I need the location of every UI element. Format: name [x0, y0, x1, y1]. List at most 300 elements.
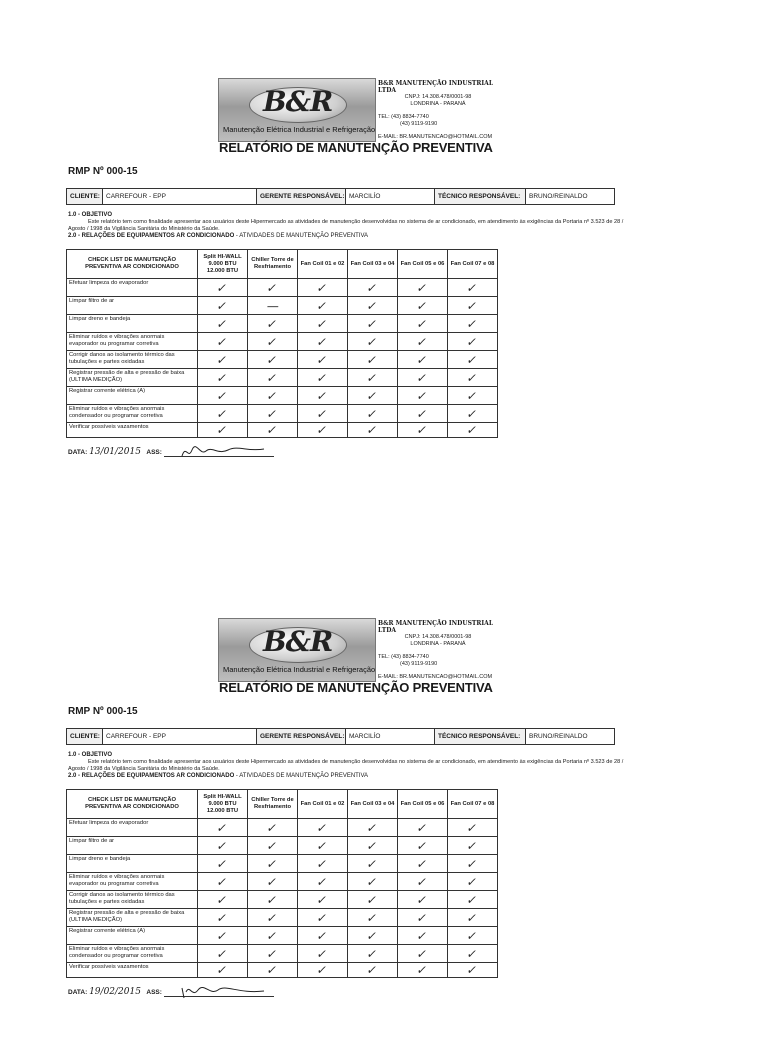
date-value: 19/02/2015	[89, 987, 141, 997]
company-tel-1: TEL: (43) 8834-7740	[378, 114, 429, 120]
check-cell	[448, 873, 498, 891]
company-tel-2: (43) 9119-9190	[400, 661, 438, 667]
table-header-row	[67, 790, 498, 819]
handwritten-signature	[178, 442, 268, 462]
table-row	[67, 945, 498, 963]
check-cell	[398, 315, 448, 333]
check-cell	[198, 333, 248, 351]
check-mark-icon: ✓	[465, 874, 480, 889]
check-mark-icon: ✓	[315, 406, 330, 421]
check-mark-icon: ✓	[365, 316, 380, 331]
check-mark-icon: ✓	[415, 298, 430, 313]
check-mark-icon: ✓	[465, 280, 480, 295]
column-header: Fan Coil 03 e 04	[348, 790, 398, 819]
table-row	[67, 927, 498, 945]
check-mark-icon: ✓	[265, 928, 280, 943]
check-cell	[348, 837, 398, 855]
check-cell	[248, 315, 298, 333]
check-mark-icon: ✓	[415, 820, 430, 835]
check-cell	[448, 855, 498, 873]
check-mark-icon: ✓	[215, 334, 230, 349]
check-cell	[198, 963, 248, 978]
table-row	[67, 351, 498, 369]
column-header: Fan Coil 01 e 02	[298, 250, 348, 279]
check-cell	[448, 963, 498, 978]
check-mark-icon: ✓	[315, 316, 330, 331]
check-mark-icon: ✓	[215, 910, 230, 925]
table-row	[67, 405, 498, 423]
check-mark-icon: ✓	[265, 352, 280, 367]
check-cell	[198, 369, 248, 387]
task-label: Limpar dreno e bandeja	[67, 855, 198, 873]
check-cell	[448, 405, 498, 423]
check-cell	[298, 333, 348, 351]
objective-section	[68, 212, 624, 240]
check-cell	[198, 873, 248, 891]
check-mark-icon: ✓	[265, 963, 280, 977]
company-cnpj: CNPJ: 14.308.478/0001-98	[404, 94, 472, 100]
check-mark-icon: ✓	[415, 838, 430, 853]
report-page-1	[0, 0, 768, 512]
check-mark-icon: ✓	[365, 910, 380, 925]
signature-label: ASS:	[146, 989, 162, 996]
check-cell	[348, 855, 398, 873]
checklist-body	[67, 819, 498, 978]
company-name: B&R MANUTENÇÃO INDUSTRIAL LTDA	[378, 620, 494, 634]
check-cell	[448, 369, 498, 387]
check-mark-icon: ✓	[315, 298, 330, 313]
check-mark-icon: ✓	[215, 370, 230, 385]
check-cell	[398, 279, 448, 297]
check-mark-icon: ✓	[415, 856, 430, 871]
check-mark-icon: ✓	[415, 316, 430, 331]
check-cell	[298, 279, 348, 297]
task-label: Efetuar limpeza do evaporador	[67, 279, 198, 297]
check-mark-icon: ✓	[465, 423, 480, 437]
check-cell	[198, 279, 248, 297]
check-mark-icon: ✓	[315, 856, 330, 871]
check-mark-icon: ✓	[365, 298, 380, 313]
check-cell	[248, 855, 298, 873]
check-cell	[448, 315, 498, 333]
objective-heading: 1.0 - OBJETIVO	[68, 212, 113, 218]
check-mark-icon: ✓	[215, 352, 230, 367]
check-cell	[248, 819, 298, 837]
check-mark-icon: —	[265, 298, 280, 313]
table-row	[67, 963, 498, 978]
check-mark-icon: ✓	[465, 388, 480, 403]
check-mark-icon: ✓	[465, 892, 480, 907]
check-cell	[348, 873, 398, 891]
client-info-row	[66, 188, 615, 205]
check-cell	[298, 405, 348, 423]
client-label: CLIENTE:	[67, 189, 103, 204]
check-mark-icon: ✓	[465, 838, 480, 853]
check-cell	[398, 819, 448, 837]
check-mark-icon: ✓	[265, 820, 280, 835]
company-logo	[218, 618, 376, 682]
check-cell	[398, 963, 448, 978]
check-cell	[248, 297, 298, 315]
check-cell	[248, 405, 298, 423]
logo-text: B&R	[263, 625, 333, 658]
column-header: Chiller Torre de Resfriamento	[248, 790, 298, 819]
logo-text: B&R	[263, 85, 333, 118]
table-row	[67, 369, 498, 387]
checklist-body	[67, 279, 498, 438]
objective-heading: 1.0 - OBJETIVO	[68, 752, 113, 758]
check-cell	[448, 279, 498, 297]
task-label: Eliminar ruídos e vibrações anormais evaporador ou programar corretiva	[67, 333, 198, 351]
check-cell	[348, 351, 398, 369]
letterhead	[218, 78, 494, 140]
task-label: Verificar possíveis vazamentos	[67, 963, 198, 978]
check-mark-icon: ✓	[465, 963, 480, 977]
check-cell	[348, 909, 398, 927]
check-mark-icon: ✓	[365, 406, 380, 421]
section-2-heading: 2.0 - RELAÇÕES DE EQUIPAMENTOS AR CONDICIONADO - ATIVIDADES DE MANUTENÇÃO PREVENTIVA	[68, 233, 369, 239]
check-mark-icon: ✓	[415, 280, 430, 295]
check-cell	[348, 297, 398, 315]
check-mark-icon: ✓	[315, 910, 330, 925]
tech-value: BRUNO/REINALDO	[529, 193, 588, 200]
check-cell	[248, 873, 298, 891]
check-cell	[348, 945, 398, 963]
check-mark-icon: ✓	[265, 388, 280, 403]
check-cell	[248, 909, 298, 927]
column-header: Fan Coil 01 e 02	[298, 790, 348, 819]
column-header: Fan Coil 07 e 08	[448, 250, 498, 279]
check-cell	[298, 369, 348, 387]
column-header: Fan Coil 07 e 08	[448, 790, 498, 819]
check-cell	[198, 315, 248, 333]
check-cell	[398, 351, 448, 369]
check-cell	[448, 891, 498, 909]
table-row	[67, 855, 498, 873]
task-label: Eliminar ruídos e vibrações anormais evaporador ou programar corretiva	[67, 873, 198, 891]
check-mark-icon: ✓	[315, 352, 330, 367]
check-mark-icon: ✓	[215, 406, 230, 421]
check-cell	[348, 963, 398, 978]
company-city: LONDRINA - PARANÁ	[410, 101, 466, 107]
manager-label: GERENTE RESPONSÁVEL:	[257, 189, 346, 204]
check-mark-icon: ✓	[265, 874, 280, 889]
check-mark-icon: ✓	[315, 388, 330, 403]
task-label: Limpar filtro de ar	[67, 297, 198, 315]
letterhead	[218, 618, 494, 680]
check-cell	[248, 351, 298, 369]
column-header: Split HI-WALL 9.000 BTU 12.000 BTU	[198, 790, 248, 819]
client-value: CARREFOUR - EPP	[103, 729, 257, 744]
check-mark-icon: ✓	[265, 406, 280, 421]
column-header: Fan Coil 03 e 04	[348, 250, 398, 279]
task-label: Registrar corrente elétrica (A)	[67, 927, 198, 945]
check-mark-icon: ✓	[315, 838, 330, 853]
check-cell	[398, 945, 448, 963]
report-page-2	[0, 540, 768, 1052]
check-cell	[448, 819, 498, 837]
check-cell	[348, 819, 398, 837]
check-mark-icon: ✓	[415, 874, 430, 889]
check-cell	[448, 945, 498, 963]
company-cnpj: CNPJ: 14.308.478/0001-98	[404, 634, 472, 640]
objective-text: Este relatório tem como finalidade apresentar aos usuários deste Hipermercado as atividades de manutenção desenvolvidas no sistema de ar condicionado, em atendimento às exigências da Portaria nº 3.523 de 28 / Agosto / 1998 da Vigilância Sanitária do Ministério da Saúde.	[68, 759, 624, 772]
check-mark-icon: ✓	[365, 838, 380, 853]
check-cell	[248, 837, 298, 855]
check-cell	[248, 387, 298, 405]
check-mark-icon: ✓	[415, 352, 430, 367]
check-cell	[248, 963, 298, 978]
check-cell	[398, 333, 448, 351]
check-mark-icon: ✓	[315, 820, 330, 835]
check-mark-icon: ✓	[465, 910, 480, 925]
objective-text: Este relatório tem como finalidade apresentar aos usuários deste Hipermercado as atividades de manutenção desenvolvidas no sistema de ar condicionado, em atendimento às exigências da Portaria nº 3.523 de 28 / Agosto / 1998 da Vigilância Sanitária do Ministério da Saúde.	[68, 219, 624, 232]
check-cell	[248, 423, 298, 438]
company-info	[378, 620, 508, 681]
check-mark-icon: ✓	[415, 406, 430, 421]
check-mark-icon: ✓	[315, 370, 330, 385]
task-label: Corrigir danos ao isolamento térmico das tubulações e partes oxidadas	[67, 351, 198, 369]
check-mark-icon: ✓	[365, 874, 380, 889]
check-cell	[348, 405, 398, 423]
check-mark-icon: ✓	[365, 856, 380, 871]
check-mark-icon: ✓	[365, 928, 380, 943]
manager-value: MARCILÍO	[346, 729, 435, 744]
client-value: CARREFOUR - EPP	[103, 189, 257, 204]
check-cell	[198, 387, 248, 405]
table-row	[67, 315, 498, 333]
task-label: Eliminar ruídos e vibrações anormais condensador ou programar corretiva	[67, 945, 198, 963]
check-mark-icon: ✓	[215, 280, 230, 295]
check-cell	[448, 909, 498, 927]
check-cell	[398, 423, 448, 438]
check-cell	[198, 405, 248, 423]
check-mark-icon: ✓	[215, 423, 230, 437]
check-cell	[348, 423, 398, 438]
column-header: Fan Coil 05 e 06	[398, 790, 448, 819]
table-row	[67, 297, 498, 315]
column-header: Split HI-WALL 9.000 BTU 12.000 BTU	[198, 250, 248, 279]
check-mark-icon: ✓	[315, 423, 330, 437]
check-mark-icon: ✓	[365, 370, 380, 385]
section-2-heading: 2.0 - RELAÇÕES DE EQUIPAMENTOS AR CONDICIONADO - ATIVIDADES DE MANUTENÇÃO PREVENTIVA	[68, 773, 369, 779]
check-cell	[448, 297, 498, 315]
check-mark-icon: ✓	[415, 388, 430, 403]
table-row	[67, 279, 498, 297]
check-mark-icon: ✓	[265, 856, 280, 871]
check-cell	[298, 909, 348, 927]
check-mark-icon: ✓	[365, 388, 380, 403]
check-mark-icon: ✓	[415, 892, 430, 907]
check-cell	[398, 891, 448, 909]
report-number: RMP Nº 000-15	[68, 706, 138, 717]
check-mark-icon: ✓	[315, 928, 330, 943]
check-cell	[298, 297, 348, 315]
check-mark-icon: ✓	[265, 370, 280, 385]
check-mark-icon: ✓	[465, 406, 480, 421]
table-row	[67, 909, 498, 927]
check-mark-icon: ✓	[415, 928, 430, 943]
logo-tagline: Manutenção Elétrica Industrial e Refrigeração	[223, 125, 376, 134]
check-mark-icon: ✓	[465, 856, 480, 871]
check-mark-icon: ✓	[365, 820, 380, 835]
table-row	[67, 819, 498, 837]
check-mark-icon: ✓	[215, 963, 230, 977]
table-row	[67, 333, 498, 351]
column-header: Fan Coil 05 e 06	[398, 250, 448, 279]
check-mark-icon: ✓	[365, 334, 380, 349]
check-cell	[398, 369, 448, 387]
check-cell	[398, 927, 448, 945]
task-label: Registrar pressão de alta e pressão de baixa (ULTIMA MEDIÇÃO)	[67, 369, 198, 387]
check-cell	[298, 945, 348, 963]
check-cell	[198, 837, 248, 855]
check-cell	[398, 405, 448, 423]
date-label: DATA:	[68, 449, 88, 456]
manager-label: GERENTE RESPONSÁVEL:	[257, 729, 346, 744]
check-cell	[348, 369, 398, 387]
check-cell	[398, 387, 448, 405]
check-mark-icon: ✓	[265, 910, 280, 925]
report-number: RMP Nº 000-15	[68, 166, 138, 177]
check-mark-icon: ✓	[315, 334, 330, 349]
table-row	[67, 873, 498, 891]
check-mark-icon: ✓	[365, 946, 380, 961]
check-mark-icon: ✓	[315, 892, 330, 907]
check-cell	[198, 297, 248, 315]
check-mark-icon: ✓	[265, 334, 280, 349]
check-cell	[348, 333, 398, 351]
manager-value: MARCILÍO	[346, 189, 435, 204]
check-cell	[298, 819, 348, 837]
logo-tagline: Manutenção Elétrica Industrial e Refrigeração	[223, 665, 376, 674]
check-mark-icon: ✓	[465, 928, 480, 943]
check-cell	[348, 927, 398, 945]
check-cell	[298, 891, 348, 909]
table-row	[67, 837, 498, 855]
company-logo	[218, 78, 376, 142]
tech-label: TÉCNICO RESPONSÁVEL:	[435, 729, 526, 744]
check-mark-icon: ✓	[215, 856, 230, 871]
table-row	[67, 387, 498, 405]
check-cell	[348, 315, 398, 333]
task-label: Limpar dreno e bandeja	[67, 315, 198, 333]
check-cell	[198, 909, 248, 927]
check-mark-icon: ✓	[265, 316, 280, 331]
check-cell	[198, 927, 248, 945]
check-cell	[348, 279, 398, 297]
check-mark-icon: ✓	[215, 946, 230, 961]
check-cell	[398, 837, 448, 855]
date-value: 13/01/2015	[89, 447, 141, 457]
check-cell	[298, 423, 348, 438]
check-cell	[248, 369, 298, 387]
company-email: E-MAIL: BR.MANUTENCAO@HOTMAIL.COM	[378, 674, 493, 680]
check-cell	[448, 927, 498, 945]
column-header: CHECK LIST DE MANUTENÇÃO PREVENTIVA AR CONDICIONADO	[67, 790, 198, 819]
check-mark-icon: ✓	[465, 820, 480, 835]
client-info-row	[66, 728, 615, 745]
check-mark-icon: ✓	[265, 946, 280, 961]
check-cell	[448, 333, 498, 351]
check-mark-icon: ✓	[365, 892, 380, 907]
check-mark-icon: ✓	[415, 370, 430, 385]
check-mark-icon: ✓	[315, 946, 330, 961]
check-mark-icon: ✓	[415, 910, 430, 925]
task-label: Limpar filtro de ar	[67, 837, 198, 855]
task-label: Registrar pressão de alta e pressão de baixa (ULTIMA MEDIÇÃO)	[67, 909, 198, 927]
check-mark-icon: ✓	[215, 892, 230, 907]
check-mark-icon: ✓	[465, 370, 480, 385]
check-cell	[298, 855, 348, 873]
check-cell	[298, 387, 348, 405]
check-cell	[198, 423, 248, 438]
table-header-row	[67, 250, 498, 279]
check-cell	[398, 297, 448, 315]
check-mark-icon: ✓	[265, 280, 280, 295]
check-cell	[248, 279, 298, 297]
task-label: Verificar possíveis vazamentos	[67, 423, 198, 438]
check-cell	[198, 891, 248, 909]
check-mark-icon: ✓	[215, 820, 230, 835]
check-cell	[448, 837, 498, 855]
check-mark-icon: ✓	[415, 334, 430, 349]
check-mark-icon: ✓	[365, 423, 380, 437]
check-mark-icon: ✓	[315, 280, 330, 295]
table-row	[67, 423, 498, 438]
check-cell	[398, 909, 448, 927]
check-mark-icon: ✓	[415, 963, 430, 977]
check-mark-icon: ✓	[265, 892, 280, 907]
check-mark-icon: ✓	[315, 874, 330, 889]
company-tel-2: (43) 9119-9190	[400, 121, 438, 127]
check-mark-icon: ✓	[215, 316, 230, 331]
signature-label: ASS:	[146, 449, 162, 456]
column-header: CHECK LIST DE MANUTENÇÃO PREVENTIVA AR CONDICIONADO	[67, 250, 198, 279]
check-cell	[298, 927, 348, 945]
check-mark-icon: ✓	[215, 874, 230, 889]
check-cell	[198, 855, 248, 873]
check-cell	[298, 873, 348, 891]
task-label: Corrigir danos ao isolamento térmico das tubulações e partes oxidadas	[67, 891, 198, 909]
company-info	[378, 80, 508, 141]
check-cell	[198, 945, 248, 963]
checklist-table	[66, 249, 498, 438]
client-label: CLIENTE:	[67, 729, 103, 744]
check-cell	[298, 837, 348, 855]
check-cell	[198, 819, 248, 837]
tech-label: TÉCNICO RESPONSÁVEL:	[435, 189, 526, 204]
check-mark-icon: ✓	[215, 928, 230, 943]
check-mark-icon: ✓	[215, 838, 230, 853]
report-title: RELATÓRIO DE MANUTENÇÃO PREVENTIVA	[219, 680, 493, 695]
check-mark-icon: ✓	[465, 946, 480, 961]
check-cell	[348, 891, 398, 909]
task-label: Eliminar ruídos e vibrações anormais condensador ou programar corretiva	[67, 405, 198, 423]
check-cell	[248, 945, 298, 963]
check-mark-icon: ✓	[465, 316, 480, 331]
check-mark-icon: ✓	[215, 388, 230, 403]
check-mark-icon: ✓	[465, 352, 480, 367]
check-mark-icon: ✓	[365, 352, 380, 367]
check-cell	[448, 423, 498, 438]
check-mark-icon: ✓	[365, 280, 380, 295]
company-tel-1: TEL: (43) 8834-7740	[378, 654, 429, 660]
table-row	[67, 891, 498, 909]
check-mark-icon: ✓	[265, 838, 280, 853]
check-cell	[398, 873, 448, 891]
date-label: DATA:	[68, 989, 88, 996]
